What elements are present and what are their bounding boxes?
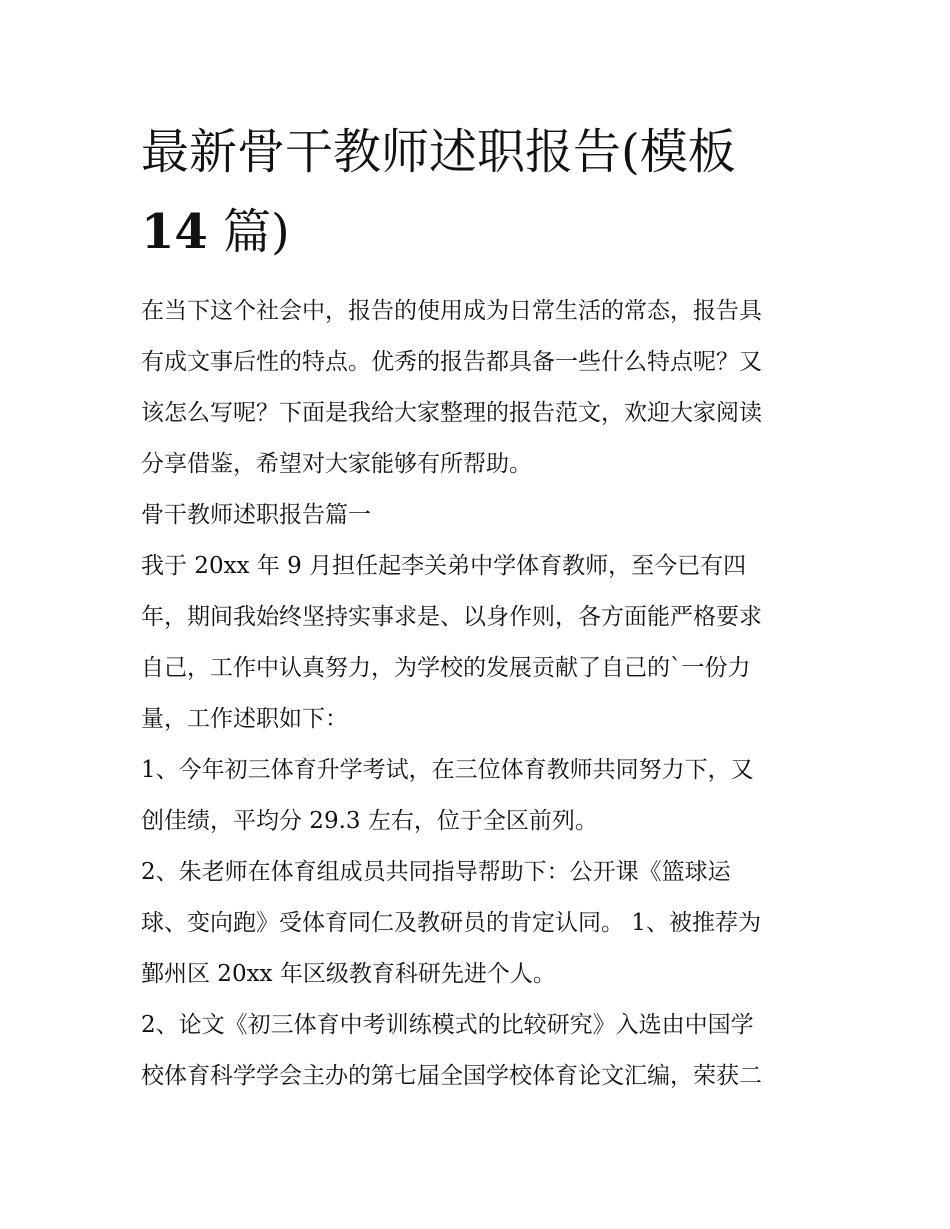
text-line: 年，期间我始终坚持实事求是、以身作则，各方面能严格要求 [141, 604, 762, 630]
list-item-paragraph [141, 1000, 816, 1102]
text-line: 2、朱老师在体育组成员共同指导帮助下：公开课《篮球运 [141, 859, 731, 885]
text-line: 有成文事后性的特点。优秀的报告都具备一些什么特点呢？又 [141, 349, 762, 375]
text-line: 创佳绩，平均分 29.3 左右，位于全区前列。 [141, 808, 598, 834]
list-item-paragraph [141, 847, 816, 1000]
document-title [141, 112, 816, 272]
text-line: 骨干教师述职报告篇一 [141, 502, 371, 528]
title-line-2 [141, 192, 816, 272]
document-body [141, 286, 816, 1102]
text-line: 2、论文《初三体育中考训练模式的比较研究》入选由中国学 [141, 1012, 754, 1038]
text-line: 该怎么写呢？下面是我给大家整理的报告范文，欢迎大家阅读 [141, 400, 762, 426]
text-line: 1、今年初三体育升学考试，在三位体育教师共同努力下，又 [141, 757, 754, 783]
text-line: 分享借鉴，希望对大家能够有所帮助。 [141, 451, 532, 477]
title-number: 14 [141, 204, 208, 260]
list-item-paragraph [141, 745, 816, 847]
text-line: 鄞州区 20xx 年区级教育科研先进个人。 [141, 961, 556, 987]
body-paragraph [141, 541, 816, 745]
text-line: 校体育科学学会主办的第七届全国学校体育论文汇编，荣获二 [141, 1063, 762, 1089]
title-line-2-rest: 篇) [207, 204, 290, 260]
intro-paragraph [141, 286, 816, 490]
text-line: 我于 20xx 年 9 月担任起李关弟中学体育教师，至今已有四 [141, 553, 747, 579]
text-line: 球、变向跑》受体育同仁及教研员的肯定认同。 1、被推荐为 [141, 910, 761, 936]
document-content [141, 112, 816, 1102]
text-line: 量，工作述职如下： [141, 706, 348, 732]
section-heading [141, 490, 816, 541]
text-line: 自己，工作中认真努力，为学校的发展贡献了自己的`一份力 [141, 655, 751, 681]
title-line-1: 最新骨干教师述职报告(模板 [141, 124, 736, 180]
text-line: 在当下这个社会中，报告的使用成为日常生活的常态，报告具 [141, 298, 762, 324]
